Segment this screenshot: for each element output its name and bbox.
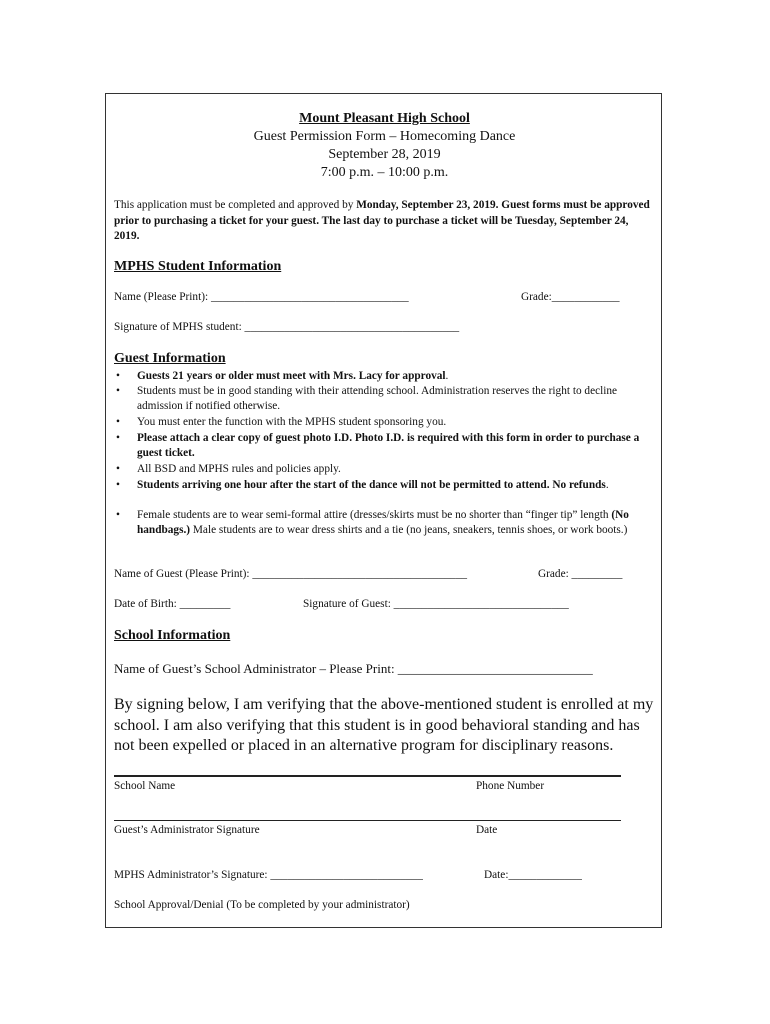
guest-section-heading: Guest Information [114,351,226,366]
intro-paragraph [114,198,654,245]
guest-rule-text: Male students are to wear dress shirts and a tie (no jeans, sneakers, tennis shoes, or work boots.) [190,524,628,537]
student-name-field[interactable]: Name (Please Print): ___________________________________ [114,291,409,303]
guest-rule-item [114,478,644,493]
date-label: Date [476,824,498,836]
guest-rule-bold-text: (No handbags.) [137,509,629,537]
bullet-icon: • [116,432,120,444]
bullet-icon: • [116,463,120,475]
bullet-icon: • [116,479,120,491]
guest-name-field[interactable]: Name of Guest (Please Print): ______________________________________ [114,568,467,580]
admin-signature-line[interactable] [114,820,621,821]
verification-paragraph: By signing below, I am verifying that the above-mentioned student is enrolled at my school. I am also verifying that this student is in good behavioral standing and has not been expelled or placed in an alternative program for disciplinary reasons. [114,696,654,754]
student-signature-field[interactable]: Signature of MPHS student: ______________________________________ [114,321,460,333]
admin-signature-label: Guest’s Administrator Signature [114,824,260,836]
school-name-line[interactable] [114,775,621,777]
approval-denial-label: School Approval/Denial (To be completed by your administrator) [114,899,410,911]
guest-rule-item [114,384,644,415]
guest-grade-field[interactable]: Grade: _________ [538,568,623,580]
event-time: 7:00 p.m. – 10:00 p.m. [320,165,449,180]
guest-rule-bold-text: Students arriving one hour after the start of the dance will not be permitted to attend. No refunds [137,479,606,491]
form-page [105,93,662,928]
bullet-icon: • [116,416,120,428]
bullet-icon: • [116,509,120,521]
bullet-icon: • [116,370,120,382]
guest-rule-item [114,431,644,462]
event-date: September 28, 2019 [328,147,441,162]
guest-rule-text: All BSD and MPHS rules and policies apply. [137,463,341,475]
mphs-date-field[interactable]: Date:_____________ [484,869,582,881]
guest-rule-text: . [605,479,609,491]
guest-rule-text: . [445,370,449,382]
student-section-heading: MPHS Student Information [114,259,282,274]
guest-rule-item [114,462,644,477]
school-title: Mount Pleasant High School [299,111,470,126]
intro-text: This application must be completed and approved by [114,199,357,211]
school-admin-name-field[interactable]: Name of Guest’s School Administrator – Please Print: ______________________________ [114,661,593,676]
form-title: Guest Permission Form – Homecoming Dance [253,129,516,144]
student-grade-field[interactable]: Grade:____________ [521,291,620,303]
phone-number-label: Phone Number [476,780,545,792]
guest-rule-item [114,508,644,539]
guest-dob-field[interactable]: Date of Birth: _________ [114,598,231,610]
mphs-admin-signature-field[interactable]: MPHS Administrator’s Signature: ___________________________ [114,869,423,881]
bullet-icon: • [116,385,120,397]
guest-rule-item [114,415,644,430]
guest-rule-text: Students must be in good standing with their attending school. Administration reserves the right to decline admission if notified otherwise. [137,385,618,413]
school-name-label: School Name [114,780,176,792]
school-section-heading: School Information [114,628,231,643]
guest-signature-field[interactable]: Signature of Guest: _______________________________ [303,598,569,610]
guest-rule-bold-text: Please attach a clear copy of guest photo I.D. Photo I.D. is required with this form in order to purchase a guest ticket. [137,432,640,460]
guest-rule-bold-text: Guests 21 years or older must meet with Mrs. Lacy for approval [137,370,446,382]
guest-rule-item [114,369,644,384]
guest-rule-text: Female students are to wear semi-formal attire (dresses/skirts must be no shorter than “finger tip” length [137,509,612,521]
intro-deadline-text: Monday, September 23, 2019. Guest forms must be approved prior to purchasing a ticket for your guest. The last day to purchase a ticket will be Tuesday, September 24, 2019. [114,199,650,242]
guest-rule-text: You must enter the function with the MPHS student sponsoring you. [137,416,447,428]
